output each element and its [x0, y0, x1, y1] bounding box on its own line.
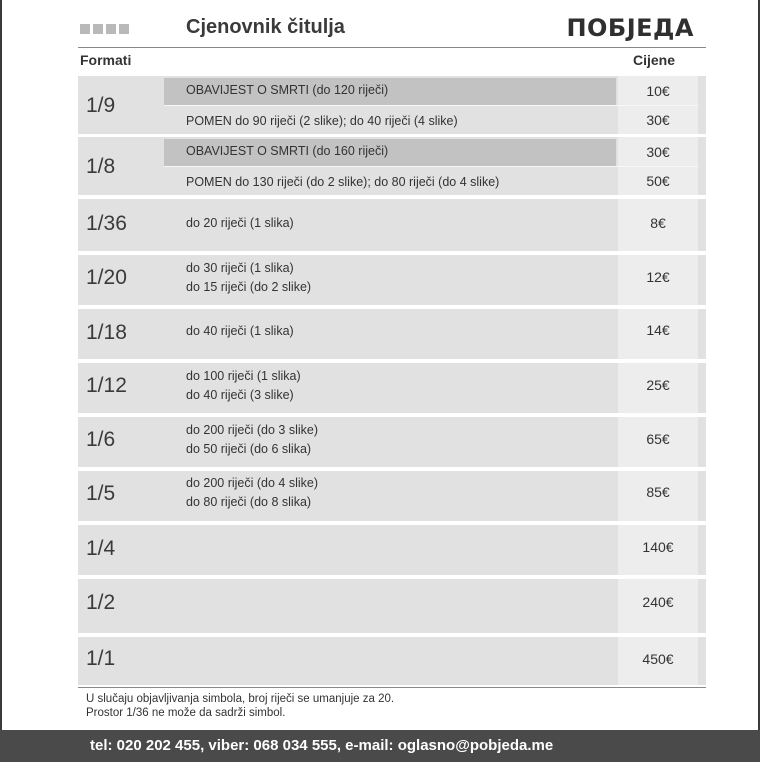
page-title: Cjenovnik čitulja	[186, 16, 345, 38]
description-line: do 30 riječi (1 slika)	[186, 261, 294, 275]
description-line: POMEN do 90 riječi (2 slike); do 40 riječi (4 slike)	[186, 114, 458, 128]
description-line: do 100 riječi (1 slika)	[186, 369, 301, 383]
format-label: 1/5	[86, 482, 116, 505]
price-value: 30€	[646, 112, 670, 128]
format-label: 1/1	[86, 647, 116, 670]
format-label: 1/18	[86, 321, 127, 344]
price-row-1-1	[78, 637, 706, 685]
price-row-1-8	[78, 137, 706, 195]
price-row-1-2	[78, 579, 706, 633]
bottom-divider	[78, 687, 706, 688]
price-value: 450€	[642, 651, 674, 667]
row-separator	[164, 166, 698, 167]
format-label: 1/36	[86, 212, 127, 235]
footnote-line: Prostor 1/36 ne može da sadrži simbol.	[86, 707, 286, 719]
format-label: 1/8	[86, 155, 116, 178]
frame-left-border	[0, 0, 2, 730]
format-label: 1/6	[86, 428, 116, 451]
price-value: 65€	[646, 431, 670, 447]
description-line: OBAVIJEST O SMRTI (do 120 riječi)	[186, 83, 389, 97]
decorative-dots	[80, 24, 129, 34]
format-label: 1/20	[86, 266, 127, 289]
column-header-cijene: Cijene	[633, 52, 676, 68]
pobjeda-logo: ПОБЈЕДА	[566, 14, 694, 42]
description-line: POMEN do 130 riječi (do 2 slike); do 80 riječi (do 4 slike)	[186, 175, 500, 189]
price-row-1-5	[78, 471, 706, 521]
row-separator	[164, 105, 698, 106]
price-row-1-6	[78, 417, 706, 467]
price-row-1-36	[78, 199, 706, 251]
dot	[93, 24, 103, 34]
description-line: OBAVIJEST O SMRTI (do 160 riječi)	[186, 144, 389, 158]
price-row-1-12	[78, 363, 706, 413]
price-value: 8€	[650, 215, 666, 231]
dot	[80, 24, 90, 34]
format-label: 1/2	[86, 591, 116, 614]
format-label: 1/9	[86, 94, 116, 117]
description-line: do 200 riječi (do 4 slike)	[186, 476, 319, 490]
column-header-formati: Formati	[80, 52, 132, 68]
price-value: 85€	[646, 484, 670, 500]
price-value: 14€	[646, 322, 670, 338]
price-value: 140€	[642, 539, 674, 555]
dot	[106, 24, 116, 34]
format-label: 1/4	[86, 537, 116, 560]
description-line: do 15 riječi (do 2 slike)	[186, 280, 312, 294]
contact-info: tel: 020 202 455, viber: 068 034 555, e-mail: oglasno@pobjeda.me	[90, 737, 554, 754]
description-line: do 40 riječi (1 slika)	[186, 324, 294, 338]
footnote	[86, 692, 394, 720]
price-value: 10€	[646, 83, 670, 99]
description-line: do 20 riječi (1 slika)	[186, 216, 294, 230]
header	[0, 0, 760, 48]
price-row-1-18	[78, 309, 706, 359]
format-label: 1/12	[86, 374, 127, 397]
price-row-1-20	[78, 255, 706, 305]
top-divider	[78, 47, 706, 48]
price-value: 50€	[646, 173, 670, 189]
dot	[119, 24, 129, 34]
price-row-1-4	[78, 525, 706, 575]
description-line: do 80 riječi (do 8 slika)	[186, 495, 312, 509]
price-value: 25€	[646, 377, 670, 393]
description-line: do 50 riječi (do 6 slika)	[186, 442, 312, 456]
price-row-1-9	[78, 76, 706, 134]
price-value: 240€	[642, 594, 674, 610]
price-value: 12€	[646, 269, 670, 285]
description-line: do 200 riječi (do 3 slike)	[186, 423, 319, 437]
price-value: 30€	[646, 144, 670, 160]
description-line: do 40 riječi (3 slike)	[186, 388, 294, 402]
footnote-line: U slučaju objavljivanja simbola, broj riječi se umanjuje za 20.	[86, 693, 395, 705]
